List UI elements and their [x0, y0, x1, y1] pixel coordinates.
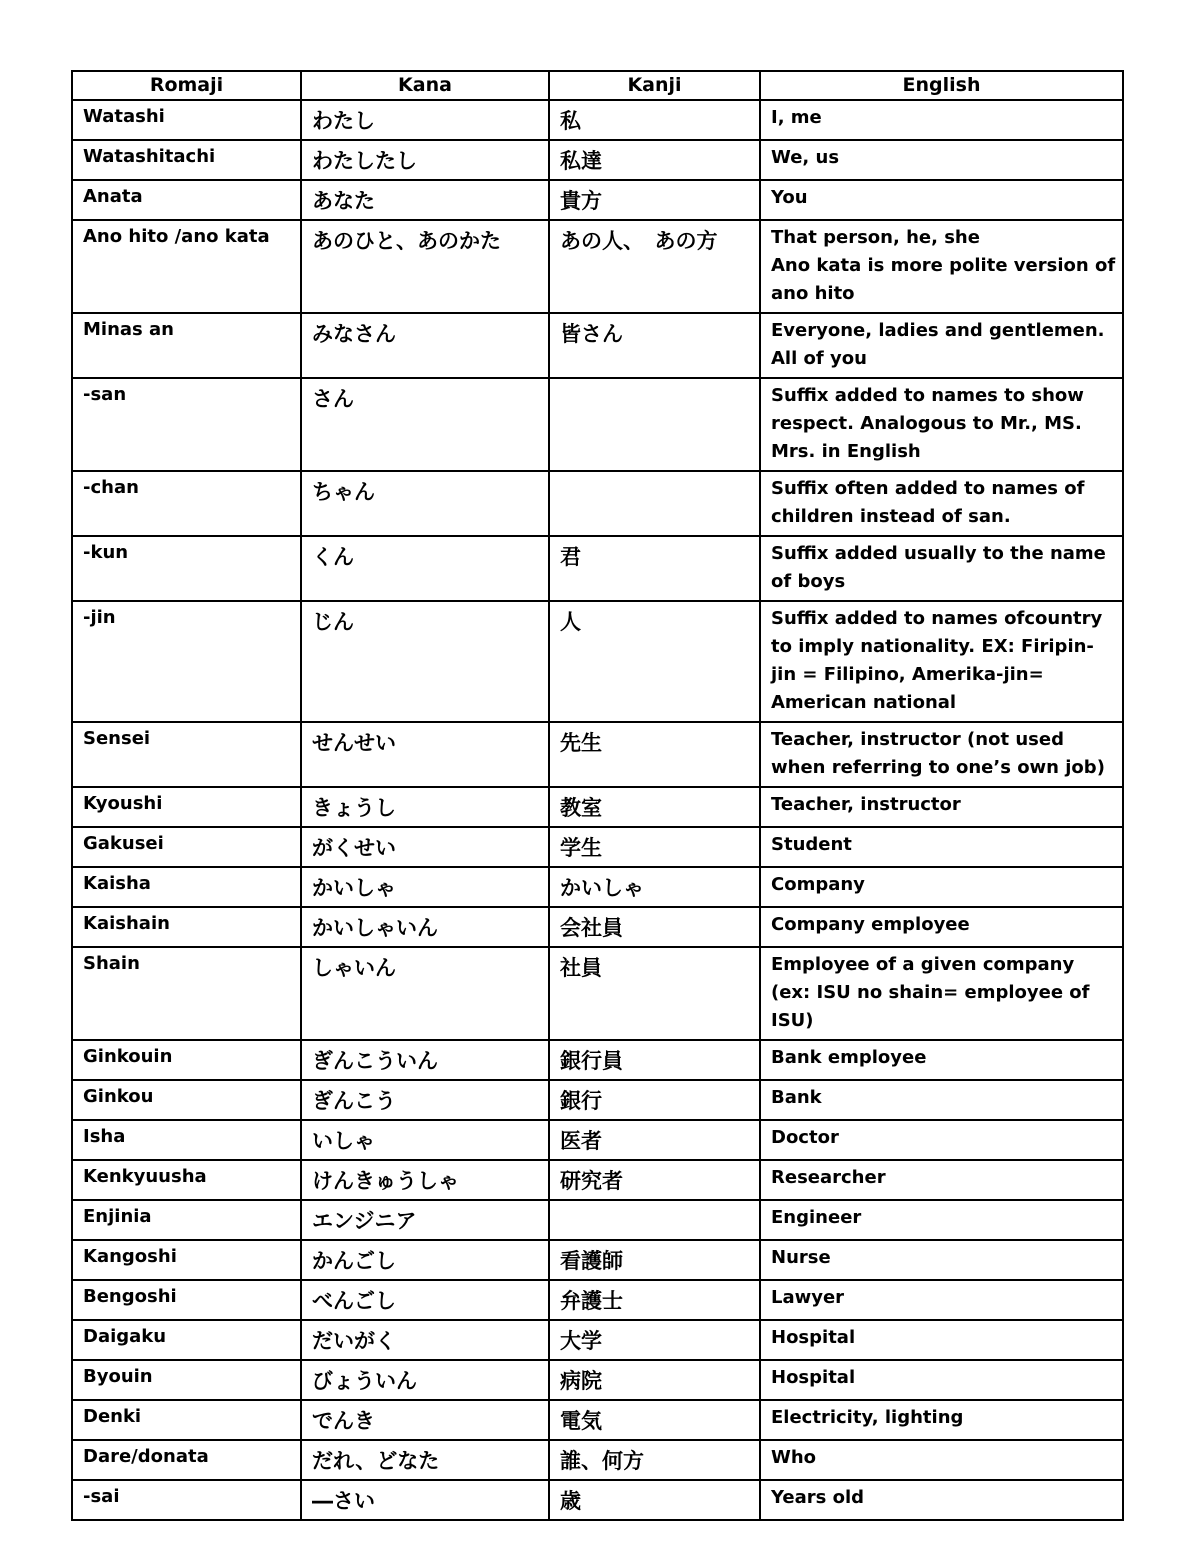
romaji-cell: Shain: [72, 947, 301, 1040]
romaji-cell: Kenkyuusha: [72, 1160, 301, 1200]
english-cell: Teacher, instructor: [760, 787, 1123, 827]
kana-cell: びょういん: [301, 1360, 549, 1400]
table-row: [72, 378, 1123, 471]
kana-cell: みなさん: [301, 313, 549, 378]
romaji-cell: Isha: [72, 1120, 301, 1160]
kanji-cell: 医者: [549, 1120, 760, 1160]
header-romaji: Romaji: [72, 71, 301, 100]
english-cell: Doctor: [760, 1120, 1123, 1160]
romaji-cell: Kaisha: [72, 867, 301, 907]
romaji-cell: -san: [72, 378, 301, 471]
table-row: [72, 1080, 1123, 1120]
table-row: [72, 787, 1123, 827]
table-row: [72, 907, 1123, 947]
kanji-cell: 電気: [549, 1400, 760, 1440]
romaji-cell: -sai: [72, 1480, 301, 1520]
kanji-cell: かいしゃ: [549, 867, 760, 907]
header-kanji: Kanji: [549, 71, 760, 100]
romaji-cell: Ano hito /ano kata: [72, 220, 301, 313]
kana-cell: ぎんこういん: [301, 1040, 549, 1080]
table-row: [72, 471, 1123, 536]
kanji-cell: 歳: [549, 1480, 760, 1520]
kana-cell: かいしゃいん: [301, 907, 549, 947]
english-cell: Nurse: [760, 1240, 1123, 1280]
kanji-cell: 研究者: [549, 1160, 760, 1200]
header-english: English: [760, 71, 1123, 100]
kana-cell: さん: [301, 378, 549, 471]
romaji-cell: Enjinia: [72, 1200, 301, 1240]
english-cell: Electricity, lighting: [760, 1400, 1123, 1440]
table-row: [72, 1120, 1123, 1160]
table-row: [72, 1360, 1123, 1400]
table-row: [72, 827, 1123, 867]
table-row: [72, 180, 1123, 220]
kanji-cell: 銀行: [549, 1080, 760, 1120]
english-cell: I, me: [760, 100, 1123, 140]
kana-cell: あのひと、あのかた: [301, 220, 549, 313]
table-row: [72, 100, 1123, 140]
english-cell: Employee of a given company (ex: ISU no shain= employee of ISU): [760, 947, 1123, 1040]
table-row: [72, 1480, 1123, 1520]
kana-cell: いしゃ: [301, 1120, 549, 1160]
english-cell: Engineer: [760, 1200, 1123, 1240]
romaji-cell: Anata: [72, 180, 301, 220]
romaji-cell: Daigaku: [72, 1320, 301, 1360]
romaji-cell: Gakusei: [72, 827, 301, 867]
kana-cell: かんごし: [301, 1240, 549, 1280]
english-cell: We, us: [760, 140, 1123, 180]
kana-cell: じん: [301, 601, 549, 722]
table-row: [72, 722, 1123, 787]
romaji-cell: Kaishain: [72, 907, 301, 947]
romaji-cell: Ginkouin: [72, 1040, 301, 1080]
kanji-cell: 看護師: [549, 1240, 760, 1280]
kana-cell: ぎんこう: [301, 1080, 549, 1120]
kana-cell: でんき: [301, 1400, 549, 1440]
table-row: [72, 1440, 1123, 1480]
english-cell: Student: [760, 827, 1123, 867]
kanji-cell: 教室: [549, 787, 760, 827]
kana-cell: きょうし: [301, 787, 549, 827]
kanji-cell: [549, 378, 760, 471]
english-cell: Lawyer: [760, 1280, 1123, 1320]
romaji-cell: Bengoshi: [72, 1280, 301, 1320]
table-row: [72, 1320, 1123, 1360]
kanji-cell: 大学: [549, 1320, 760, 1360]
romaji-cell: -jin: [72, 601, 301, 722]
kana-cell: だいがく: [301, 1320, 549, 1360]
table-row: [72, 313, 1123, 378]
kana-cell: けんきゅうしゃ: [301, 1160, 549, 1200]
kanji-cell: 社員: [549, 947, 760, 1040]
kanji-cell: [549, 471, 760, 536]
romaji-cell: Byouin: [72, 1360, 301, 1400]
table-row: [72, 601, 1123, 722]
english-cell: Suffix often added to names of children instead of san.: [760, 471, 1123, 536]
english-cell: Suffix added usually to the name of boys: [760, 536, 1123, 601]
header-kana: Kana: [301, 71, 549, 100]
kana-cell: かいしゃ: [301, 867, 549, 907]
english-cell: Company employee: [760, 907, 1123, 947]
english-cell: Researcher: [760, 1160, 1123, 1200]
romaji-cell: Denki: [72, 1400, 301, 1440]
kanji-cell: 人: [549, 601, 760, 722]
kana-cell: がくせい: [301, 827, 549, 867]
table-row: [72, 1280, 1123, 1320]
kana-cell: べんごし: [301, 1280, 549, 1320]
english-cell: Bank employee: [760, 1040, 1123, 1080]
english-cell: That person, he, she Ano kata is more polite version of ano hito: [760, 220, 1123, 313]
english-cell: Hospital: [760, 1320, 1123, 1360]
kanji-cell: 誰、何方: [549, 1440, 760, 1480]
kanji-cell: 私: [549, 100, 760, 140]
romaji-cell: -kun: [72, 536, 301, 601]
table-row: [72, 1160, 1123, 1200]
kanji-cell: 銀行員: [549, 1040, 760, 1080]
kana-cell: ―さい: [301, 1480, 549, 1520]
kana-cell: くん: [301, 536, 549, 601]
romaji-cell: Ginkou: [72, 1080, 301, 1120]
kana-cell: だれ、どなた: [301, 1440, 549, 1480]
romaji-cell: Watashitachi: [72, 140, 301, 180]
kanji-cell: 会社員: [549, 907, 760, 947]
romaji-cell: Kangoshi: [72, 1240, 301, 1280]
romaji-cell: Watashi: [72, 100, 301, 140]
table-row: [72, 536, 1123, 601]
english-cell: Suffix added to names to show respect. Analogous to Mr., MS. Mrs. in English: [760, 378, 1123, 471]
table-row: [72, 947, 1123, 1040]
table-row: [72, 1240, 1123, 1280]
english-cell: Who: [760, 1440, 1123, 1480]
english-cell: Bank: [760, 1080, 1123, 1120]
kanji-cell: [549, 1200, 760, 1240]
table-row: [72, 867, 1123, 907]
english-cell: You: [760, 180, 1123, 220]
table-row: [72, 1040, 1123, 1080]
romaji-cell: -chan: [72, 471, 301, 536]
table-row: [72, 220, 1123, 313]
vocabulary-table: [71, 70, 1124, 1521]
english-cell: Company: [760, 867, 1123, 907]
romaji-cell: Sensei: [72, 722, 301, 787]
table-row: [72, 140, 1123, 180]
kanji-cell: 貴方: [549, 180, 760, 220]
kana-cell: ちゃん: [301, 471, 549, 536]
romaji-cell: Dare/donata: [72, 1440, 301, 1480]
table-header-row: [72, 71, 1123, 100]
kanji-cell: 私達: [549, 140, 760, 180]
kanji-cell: 学生: [549, 827, 760, 867]
kanji-cell: 弁護士: [549, 1280, 760, 1320]
kana-cell: しゃいん: [301, 947, 549, 1040]
kanji-cell: 君: [549, 536, 760, 601]
kanji-cell: あの人、 あの方: [549, 220, 760, 313]
english-cell: Suffix added to names ofcountry to imply nationality. EX: Firipin-jin = Filipino, Amerika-jin= American national: [760, 601, 1123, 722]
romaji-cell: Minas an: [72, 313, 301, 378]
kana-cell: わたしたし: [301, 140, 549, 180]
english-cell: Everyone, ladies and gentlemen. All of you: [760, 313, 1123, 378]
kanji-cell: 皆さん: [549, 313, 760, 378]
english-cell: Years old: [760, 1480, 1123, 1520]
table-row: [72, 1200, 1123, 1240]
kana-cell: あなた: [301, 180, 549, 220]
english-cell: Teacher, instructor (not used when referring to one’s own job): [760, 722, 1123, 787]
kanji-cell: 病院: [549, 1360, 760, 1400]
romaji-cell: Kyoushi: [72, 787, 301, 827]
table-row: [72, 1400, 1123, 1440]
kana-cell: エンジニア: [301, 1200, 549, 1240]
table-body: [72, 100, 1123, 1520]
kanji-cell: 先生: [549, 722, 760, 787]
kana-cell: せんせい: [301, 722, 549, 787]
kana-cell: わたし: [301, 100, 549, 140]
english-cell: Hospital: [760, 1360, 1123, 1400]
